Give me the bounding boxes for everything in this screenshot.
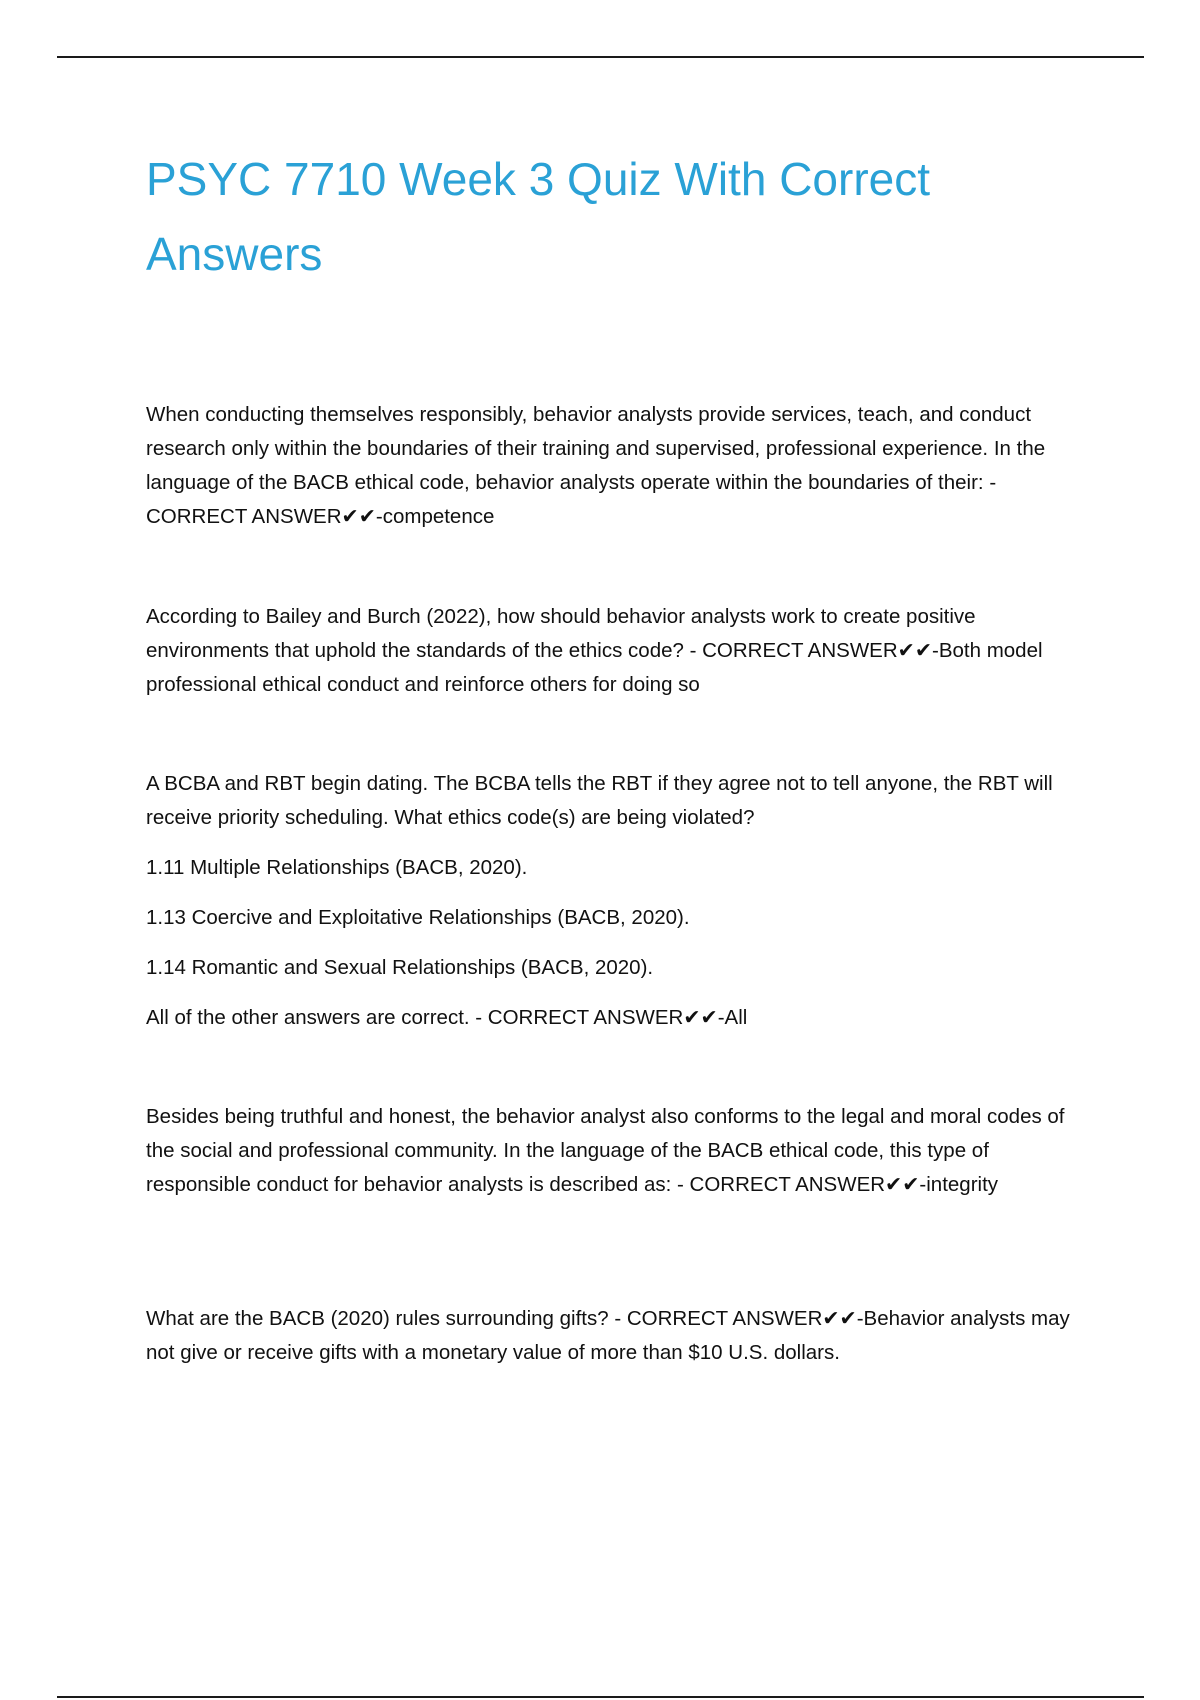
question-4: Besides being truthful and honest, the behavior analyst also conforms to the legal and moral codes of the social and professional community. In the language of the BACB ethical code, this type of responsible conduct for behavior analysts is described as: - CORRECT ANSWER✔✔-integrity — [146, 1105, 1065, 1196]
question-5: What are the BACB (2020) rules surrounding gifts? - CORRECT ANSWER✔✔-Behavior analysts may not give or receive gifts with a monetary value of more than $10 U.S. dollars. — [146, 1307, 1070, 1364]
page-title: PSYC 7710 Week 3 Quiz With Correct Answers — [146, 153, 930, 280]
question-3-option-4: All of the other answers are correct. - CORRECT ANSWER✔✔-All — [146, 1006, 748, 1029]
question-1: When conducting themselves responsibly, behavior analysts provide services, teach, and conduct research only within the boundaries of their training and supervised, professional experience. In the language of the BACB ethical code, behavior analysts operate within the boundaries of their: - CORRECT ANSWER✔✔-competence — [146, 403, 1046, 528]
bottom-rule — [57, 1696, 1144, 1698]
question-3-option-2: 1.13 Coercive and Exploitative Relationships (BACB, 2020). — [146, 906, 690, 929]
top-rule — [57, 56, 1144, 58]
question-3: A BCBA and RBT begin dating. The BCBA tells the RBT if they agree not to tell anyone, the RBT will receive priority scheduling. What ethics code(s) are being violated? — [146, 772, 1053, 829]
question-3-option-1: 1.11 Multiple Relationships (BACB, 2020). — [146, 856, 528, 879]
question-2: According to Bailey and Burch (2022), how should behavior analysts work to create positive environments that uphold the standards of the ethics code? - CORRECT ANSWER✔✔-Both model professional ethical conduct and reinforce others for doing so — [146, 605, 1043, 696]
question-3-option-3: 1.14 Romantic and Sexual Relationships (BACB, 2020). — [146, 956, 654, 979]
